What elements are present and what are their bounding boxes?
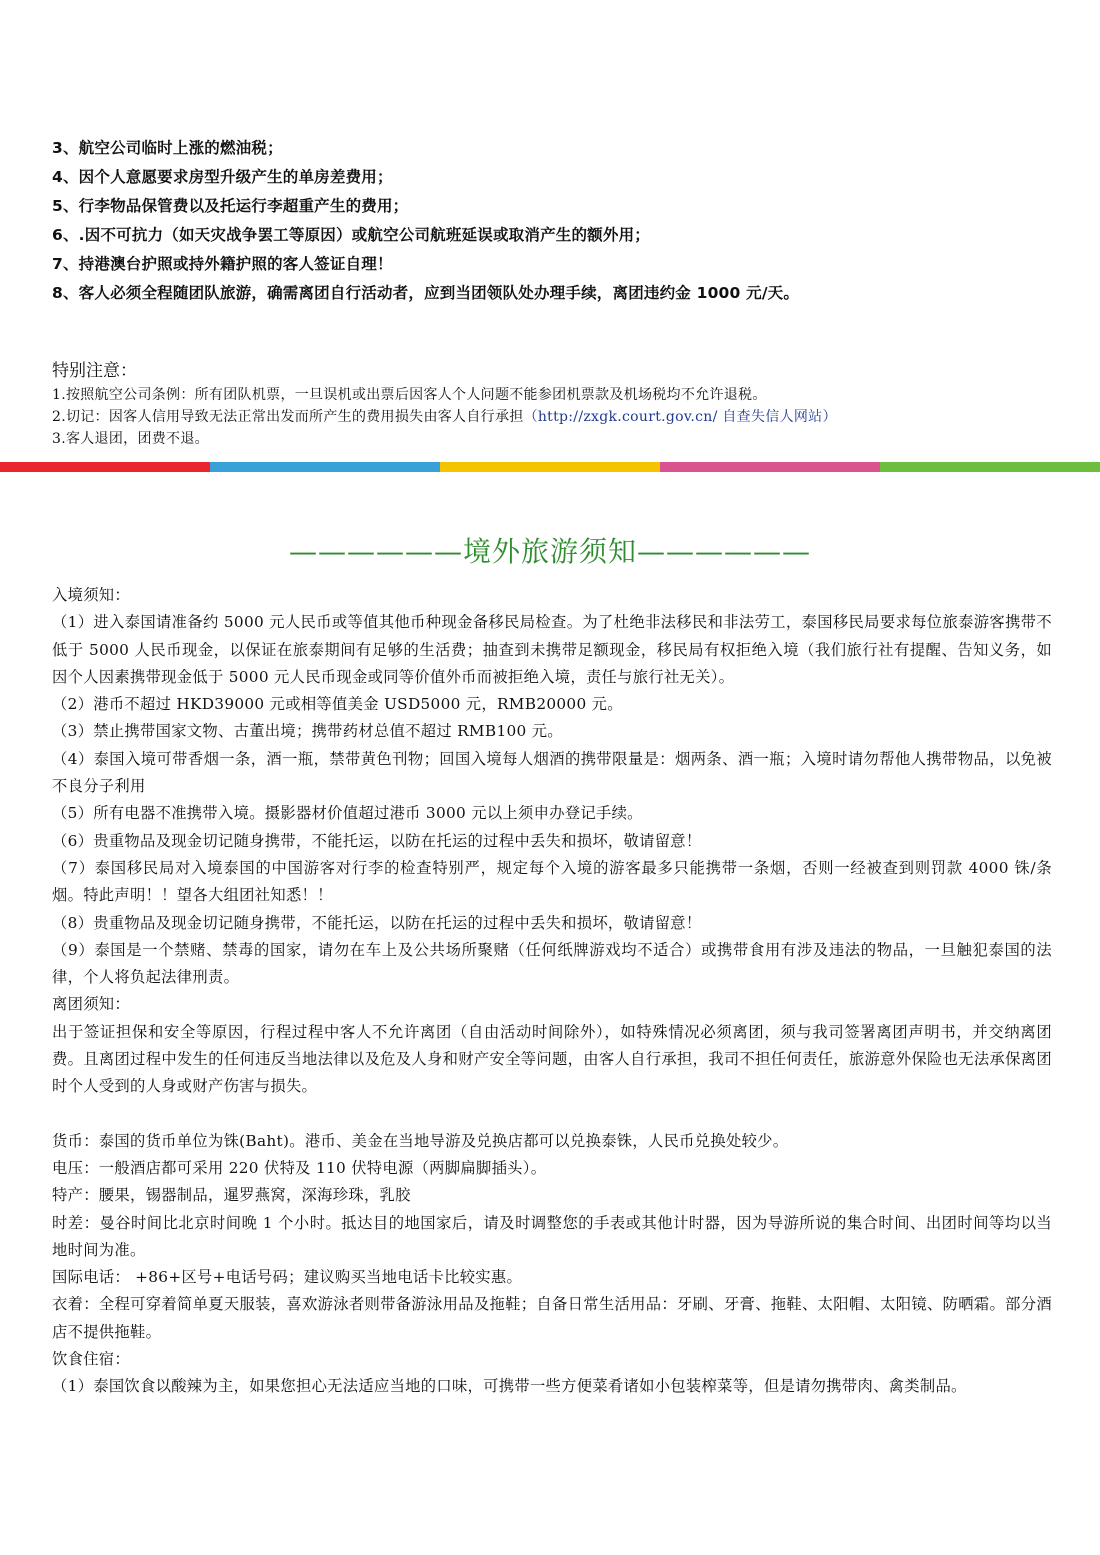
time-info: 时差：曼谷时间比北京时间晚 1 个小时。抵达目的地国家后，请及时调整您的手表或其他计时器，因为导游所说的集合时间、出团时间等均以当地时间为准。 bbox=[52, 1213, 1052, 1259]
specialty-info: 特产：腰果，锡器制品，暹罗燕窝，深海珍珠，乳胶 bbox=[52, 1186, 411, 1205]
currency-info: 货币：泰国的货币单位为铢(Baht)。港币、美金在当地导游及兑换店都可以兑换泰铢，人民币兑换处较少。 bbox=[52, 1131, 789, 1150]
color-divider-bar bbox=[0, 462, 1100, 472]
color-segment bbox=[0, 462, 210, 472]
leave-group-text: 出于签证担保和安全等原因，行程过程中客人不允许离团（自由活动时间除外），如特殊情况必须离团，须与我司签署离团声明书，并交纳离团费。且离团过程中发生的任何违反当地法律以及危及人身和财产安全等问题，由客人自行承担，我司不担任何责任，旅游意外保险也无法承保离团时个人受到的人身或财产伤害与损失。 bbox=[52, 1022, 1052, 1096]
color-segment bbox=[210, 462, 440, 472]
notice-line: 3.客人退团，团费不退。 bbox=[52, 431, 209, 447]
phone-info: 国际电话： +86+区号+电话号码；建议购买当地电话卡比较实惠。 bbox=[52, 1268, 523, 1287]
special-notice bbox=[52, 358, 1062, 450]
leave-group-heading: 离团须知： bbox=[52, 995, 130, 1014]
exclusion-item: 4、因个人意愿要求房型升级产生的单房差费用； bbox=[52, 168, 393, 186]
spacer bbox=[52, 1101, 1052, 1128]
court-website-link[interactable]: （http://zxgk.court.gov.cn/ 自查失信人网站） bbox=[523, 409, 837, 425]
entry-item: （9）泰国是一个禁赌、禁毒的国家，请勿在车上及公共场所聚赌（任何纸牌游戏均不适合）或携带食用有涉及违法的物品，一旦触犯泰国的法律，个人将负起法律刑责。 bbox=[52, 940, 1052, 987]
notice-line-text: 2.切记：因客人信用导致无法正常出发而所产生的费用损失由客人自行承担 bbox=[52, 409, 524, 425]
notice-line bbox=[52, 406, 1062, 428]
entry-item: （1）进入泰国请准备约 5000 元人民币或等值其他币种现金备移民局检查。为了杜绝非法移民和非法劳工，泰国移民局要求每位旅泰游客携带不低于 5000 人民币现金，以保证在旅泰期间有足够的生活费；抽查到未携带足额现金，移民局有权拒绝入境（我们旅行社有提醒、告知义务，如因个人因素携带现金低于 5000 元人民币现金或同等价值外币而被拒绝入境，责任与旅行社无关）。 bbox=[52, 613, 1052, 686]
entry-item: （6）贵重物品及现金切记随身携带，不能托运，以防在托运的过程中丢失和损坏，敬请留意！ bbox=[52, 831, 702, 850]
food-item: （1）泰国饮食以酸辣为主，如果您担心无法适应当地的口味，可携带一些方便菜肴诸如小包装榨菜等，但是请勿携带肉、禽类制品。 bbox=[52, 1377, 967, 1396]
entry-item: （3）禁止携带国家文物、古董出境；携带药材总值不超过 RMB100 元。 bbox=[52, 722, 563, 741]
exclusion-item: 5、行李物品保管费以及托运行李超重产生的费用； bbox=[52, 197, 409, 215]
entry-item: （7）泰国移民局对入境泰国的中国游客对行李的检查特别严，规定每个入境的游客最多只能携带一条烟，否则一经被查到则罚款 4000 铢/条烟。特此声明！！望各大组团社知悉！！ bbox=[52, 858, 1052, 905]
color-segment bbox=[660, 462, 880, 472]
exclusion-item: 8、客人必须全程随团队旅游，确需离团自行活动者，应到当团领队处办理手续，离团违约金 1000 元/天。 bbox=[52, 284, 800, 302]
notice-line: 1.按照航空公司条例：所有团队机票，一旦误机或出票后因客人个人问题不能参团机票款及机场税均不允许退税。 bbox=[52, 387, 767, 403]
exclusion-item: 3、航空公司临时上涨的燃油税； bbox=[52, 139, 283, 157]
entry-item: （2）港币不超过 HKD39000 元或相等值美金 USD5000 元，RMB20000 元。 bbox=[52, 695, 623, 714]
voltage-info: 电压：一般酒店都可采用 220 伏特及 110 伏特电源（两脚扁脚插头）。 bbox=[52, 1158, 547, 1177]
section-title: ——————境外旅游须知—————— bbox=[288, 535, 811, 568]
color-segment bbox=[880, 462, 1100, 472]
entry-item: （8）贵重物品及现金切记随身携带，不能托运，以防在托运的过程中丢失和损坏，敬请留意！ bbox=[52, 913, 702, 932]
entry-heading: 入境须知： bbox=[52, 586, 130, 604]
entry-item: （5）所有电器不准携带入境。摄影器材价值超过港币 3000 元以上须申办登记手续。 bbox=[52, 804, 643, 823]
travel-notes bbox=[52, 582, 1052, 1401]
food-heading: 饮食住宿： bbox=[52, 1350, 130, 1369]
color-segment bbox=[440, 462, 660, 472]
fee-exclusions-list bbox=[52, 134, 1062, 308]
clothing-info: 衣着：全程可穿着简单夏天服装，喜欢游泳者则带备游泳用品及拖鞋；自备日常生活用品：牙刷、牙膏、拖鞋、太阳帽、太阳镜、防晒霜。部分酒店不提供拖鞋。 bbox=[52, 1295, 1052, 1341]
special-notice-heading: 特别注意： bbox=[52, 361, 137, 381]
exclusion-item: 7、持港澳台护照或持外籍护照的客人签证自理！ bbox=[52, 255, 393, 273]
exclusion-item: 6、.因不可抗力（如天灾战争罢工等原因）或航空公司航班延误或取消产生的额外用； bbox=[52, 226, 650, 244]
entry-item: （4）泰国入境可带香烟一条，酒一瓶，禁带黄色刊物；回国入境每人烟酒的携带限量是：烟两条、酒一瓶；入境时请勿帮他人携带物品，以免被不良分子利用 bbox=[52, 749, 1052, 796]
